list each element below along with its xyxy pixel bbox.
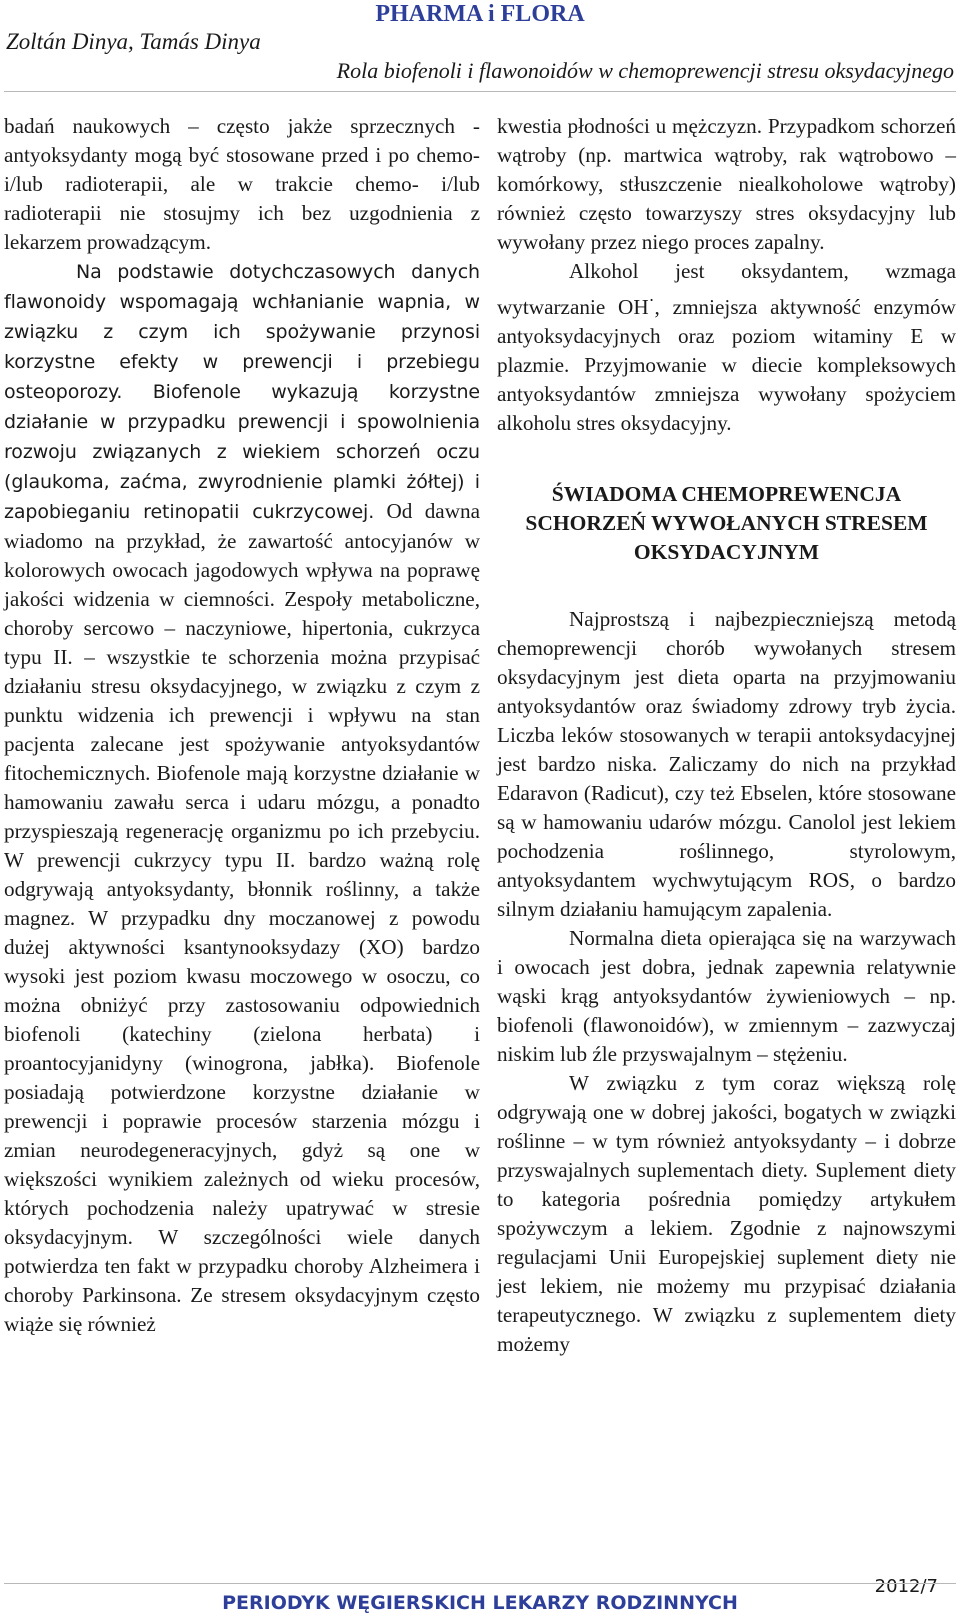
paragraph-segment: , zmniejsza aktywność enzymów antyoksydacyjnych oraz poziom witaminy E w plazmie. Przyjmowanie w diecie kompleksowych antyoksydantów zmniejsza wywołany spożyciem alkoholu stres oksydacyjny. xyxy=(497,295,956,436)
footer-publication: PERIODYK WĘGIERSKICH LEKARZY RODZINNYCH xyxy=(222,1592,738,1614)
authors: Zoltán Dinya, Tamás Dinya xyxy=(6,29,261,54)
paragraph: W związku z tym coraz większą rolę odgrywają one w dobrej jakości, bogatych w związki roślinne – w tym również antyoksydanty – i dobrze przyswajalnych suplementach diety. Suplement diety to kategoria pośrednia pomiędzy artykułem spożywczym a lekiem. Zgodnie z najnowszymi regulacjami Unii Europejskiej suplement diety nie jest lekiem, nie możemy mu przypisać działania terapeutycznego. W związku z suplementem diety możemy xyxy=(497,1071,956,1357)
footer-divider xyxy=(4,1583,956,1584)
right-column xyxy=(497,112,956,1359)
paragraph xyxy=(4,257,480,1339)
paragraph: Najprostszą i najbezpieczniejszą metodą chemoprewencji chorób wywołanych stresem oksydacyjnym jest dieta oparta na przyjmowaniu antyoksydantów oraz świadomy zdrowy tryb życia. Liczba leków stosowanych w terapii antoksydacyjnej jest bardzo niska. Zaliczamy do nich na przykład Edaravon (Radicut), czy też Ebselen, które stosowane są w hamowaniu udarów mózgu. Canolol jest lekiem pochodzenia roślinnego, styrolowym, antyoksydantem wychwytującym ROS, o bardzo silnym działaniu hamującym zapalenia. xyxy=(497,607,956,922)
paragraph: Normalna dieta opierająca się na warzywach i owocach jest dobra, jednak zapewnia relatywnie wąski krąg antyoksydantów żywieniowych – np. biofenoli (flawonoidów), w zmiennym – zazwyczaj niskim lub źle przyswajalnym – stężeniu. xyxy=(497,926,956,1067)
paragraph-serif-segment: Od dawna wiadomo na przykład, że zawartość antocyjanów w kolorowych owocach jagodowych wpływa na poprawę jakości widzenia w ciemności. Zespoły metaboliczne, choroby sercowo – naczyniowe, hipertonia, cukrzyca typu II. – wszystkie te schorzenia można przypisać działaniu stresu oksydacyjnego, w związku z czym z punktu widzenia ich prewencji i wpływu na stan pacjenta zalecane jest spożywanie antyoksydantów fitochemicznych. Biofenole mają korzystne działanie w hamowaniu zawału serca i udaru mózgu, a ponadto przyspieszają regenerację organizmu po ich przebyciu. W prewencji cukrzycy typu II. bardzo ważną rolę odgrywają antyoksydanty, błonnik roślinny, a także magnez. W przypadku dny moczanowej z powodu dużej aktywności ksantynooksydazy (XO) bardzo wysoki jest poziom kwasu moczowego w osoczu, co można obniżyć przy zastosowaniu odpowiednich biofenoli (katechiny (zielona herbata) i proantocyjanidyny (winogrona, jabłka). Biofenole posiadają potwierdzone korzystne działanie w prewencji i poprawie procesów starzenia mózgu i zmian neurodegeneracyjnych, gdyż są one w większości wynikiem zależnych od wieku procesów, których pochodzenia należy upatrywać w stresie oksydacyjnym. W szczególności wiele danych potwierdza ten fakt w przypadku choroby Alzheimera i choroby Parkinsona. Ze stresem oksydacyjnym często wiąże się również xyxy=(4,499,480,1336)
paragraph-segment: Alkohol jest oksydantem, wzmaga wytwarzanie OH xyxy=(497,259,956,320)
journal-title: PHARMA i FLORA xyxy=(375,1,585,27)
paragraph: kwestia płodności u mężczyzn. Przypadkom schorzeń wątroby (np. martwica wątroby, rak wątrobowo – komórkowy, stłuszczenie niealkoholowe wątroby) również często towarzyszy stres oksydacyjny lub wywołany przez niego proces zapalny. xyxy=(497,114,956,254)
paragraph xyxy=(497,257,956,438)
radical-dot: · xyxy=(648,290,655,310)
paragraph-sans-segment: Na podstawie dotychczasowych danych flawonoidy wspomagają wchłanianie wapnia, w związku z czym ich spożywanie przynosi korzystne efekty w prewencji i przebiegu osteoporozy. Biofenole wykazują korzystne działanie w przypadku prewencji i spowolnienia rozwoju związanych z wiekiem schorzeń oczu (glaukoma, zaćma, zwyrodnienie plamki żółtej) i zapobieganiu retinopatii cukrzycowej. xyxy=(4,261,480,523)
header-divider xyxy=(4,91,956,92)
page-number: 2012/7 xyxy=(874,1576,938,1597)
article-title: Rola biofenoli i flawonoidów w chemoprewencji stresu oksydacyjnego xyxy=(336,58,954,83)
section-heading: ŚWIADOMA CHEMOPREWENCJA SCHORZEŃ WYWOŁANYCH STRESEM OKSYDACYJNYM xyxy=(525,482,928,565)
paragraph: badań naukowych – często jakże sprzecznych - antyoksydanty mogą być stosowane przed i po chemo- i/lub radioterapii, ale w trakcie chemo- i/lub radioterapii nie stosujmy ich bez uzgodnienia z lekarzem prowadzącym. xyxy=(4,114,480,254)
left-column xyxy=(4,112,480,1339)
